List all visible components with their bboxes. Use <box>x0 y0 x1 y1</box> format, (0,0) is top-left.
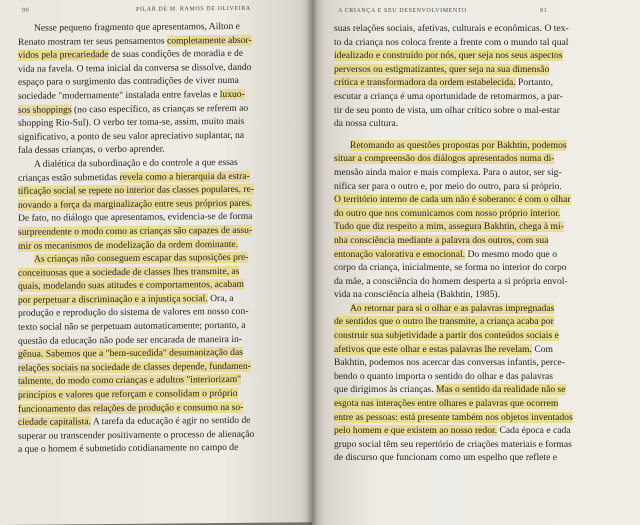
highlighter-mark: tificação social se repete no interior das classes populares, re- <box>18 183 255 197</box>
text-line <box>18 251 286 267</box>
text-line: produção e reprodução do sistema de valores em nosso con- <box>18 306 249 320</box>
left-page <box>0 0 312 525</box>
highlighter-mark: mir os mecanismos de modelização da ordem dominante. <box>18 238 239 252</box>
text-line: da nossa cultura. <box>334 118 399 130</box>
text-line <box>334 302 612 316</box>
text-line: por perpetuar a discriminação e a injustiça social. Ora, a <box>18 292 234 306</box>
highlighter-mark: revela como a hierarquia da estra- <box>119 170 250 183</box>
text-line <box>334 411 612 425</box>
highlighter-mark: ciedade capitalista. <box>18 416 91 429</box>
text-line: a que o homem é submetido cotidianamente no campo de <box>18 442 239 456</box>
highlighter-mark: por perpetuar a discriminação e a injustiça social. <box>18 293 208 306</box>
highlighter-mark: novando a força da marginalização entre seus próprios pares. <box>18 197 252 211</box>
highlighter-mark: vidos pela precariedade <box>18 49 109 62</box>
text-line: pelo homem e que existem ao nosso redor. Cada época e cada <box>334 425 571 437</box>
text-line: sociedade "modernamente" instalada entre favelas e luxuo- <box>18 88 245 102</box>
text-line: escutar a criança é uma oportunidade de retomarmos, a par- <box>334 90 563 102</box>
text-line <box>334 315 612 329</box>
text-line <box>334 63 612 77</box>
highlighter-mark: Tudo que diz respeito a mim, assegura Bakhtin, chega à mi- <box>334 221 564 233</box>
highlighter-mark: situar a compreensão dos diálogos apresentados numa di- <box>334 153 555 165</box>
text-line: shopping Rio-Sul). O verbo ter toma-se, assim, muito mais <box>18 116 245 129</box>
highlighter-mark: princípios e valores que reforçam e consolidam o próprio <box>18 387 238 401</box>
text-line: questão da educação não pode ser encarada de maneira in- <box>18 333 243 347</box>
text-line: bendo o quanto importa o sentido do olhar e das palavras <box>334 370 554 382</box>
right-page <box>312 0 640 525</box>
text-line: superar ou transcender positivamente o processo de alienação <box>18 428 255 442</box>
text-line <box>334 234 612 248</box>
text-line: Nesse pequeno fragmento que apresentamos, Ailton e <box>34 20 240 34</box>
text-line: A dialética da subordinação e do controle a que essas <box>34 156 238 170</box>
text-line: da mãe, a consciência do homem desperta a si própria envol- <box>334 275 568 287</box>
right-running-head: A CRIANÇA E SEU DESENVOLVIMENTO <box>338 8 467 14</box>
left-page-number: 90 <box>22 7 30 14</box>
highlighter-mark: gênua. Sabemos que a "bem-sucedida" desumanização das <box>18 347 243 361</box>
highlighter-mark: pelo homem e que existem ao nosso redor. <box>334 425 498 437</box>
highlighter-mark: crítica e transformadora da ordem estabelecida. <box>334 77 516 89</box>
text-line: tir de seu ponto de vista, um olhar crítico sobre o mal-estar <box>334 104 560 116</box>
highlighter-mark: Retomando as questões propostas por Bakhtin, podemos <box>350 139 567 151</box>
text-line: corpo da criança, inicialmente, se forma no interior do corpo <box>334 262 567 274</box>
highlighter-mark: luxuo- <box>219 88 245 101</box>
paragraph-gap <box>334 131 612 139</box>
text-line <box>334 207 612 221</box>
text-line: De fato, no diálogo que apresentamos, evidencia-se de forma <box>18 211 253 225</box>
highlighter-mark: entre as pessoas: está presente também nos objetos inventados <box>334 411 573 423</box>
highlighter-mark: construir sua subjetividade a partir dos conteúdos sociais e <box>334 330 559 342</box>
left-page-body <box>18 20 286 457</box>
text-line: espaço para o surgimento das contradições de viver numa <box>18 75 239 89</box>
highlighter-mark: As crianças não conseguem escapar das suposições pre- <box>34 251 249 265</box>
text-line: sos shoppings (no caso específico, as crianças se referem ao <box>18 102 249 116</box>
right-page-body <box>334 22 612 465</box>
text-line: fala dessas crianças, o verbo aprender. <box>18 143 165 157</box>
highlighter-mark: de sentidos que o outro lhe transmite, a criança acaba por <box>334 316 554 328</box>
text-line <box>334 139 612 153</box>
highlighter-mark: idealizado e construído por nós, quer seja nos seus aspectos <box>334 50 563 62</box>
text-line: vida na favela. O tema inicial da conversa se dissolve, dando <box>18 61 252 75</box>
highlighter-mark: do outro que nos comunicamos com nosso próprio interior. <box>334 207 561 219</box>
highlighter-mark: relações sociais na sociedade de classes depende, fundamen- <box>18 360 251 374</box>
text-line: entonação valorativa e emocional. Do mesmo modo que o <box>334 248 557 260</box>
text-line: suas relações sociais, afetivas, culturais e econômicas. O tex- <box>334 23 569 34</box>
highlighter-mark: conceituosas que a sociedade de classes lhes transmite, as <box>18 265 240 279</box>
text-line: de discurso que funcionam como um espelho que reflete e <box>334 452 557 464</box>
highlighter-mark: funcionamento das relações de produção e consumo na so- <box>18 401 244 415</box>
highlighter-mark: sos shoppings <box>18 103 72 116</box>
highlighter-mark: Mas o sentido da realidade não se <box>436 384 566 396</box>
highlighter-mark: afetivos que este olhar e estas palavras lhe revelam. <box>334 343 532 355</box>
highlighter-mark: Ao retornar para si o olhar e as palavras impregnadas <box>350 302 555 314</box>
highlighter-mark: esgota nas interações entre olhares e palavras que ocorrem <box>334 398 559 410</box>
text-line: significativo, a ponto de seu valor apreciativo suplantar, na <box>18 129 245 143</box>
text-line: crítica e transformadora da ordem estabelecida. Portanto, <box>334 77 553 89</box>
left-running-head: PILAR DE M. RAMOS DE OLIVEIRA <box>136 5 251 13</box>
right-page-number: 91 <box>540 8 548 14</box>
highlighter-mark: nha consciência mediante a palavra dos outros, com sua <box>334 234 549 246</box>
text-line <box>334 49 612 63</box>
highlighter-mark: O território interno de cada um não é soberano: é com o olhar <box>334 194 571 206</box>
highlighter-mark: entonação valorativa e emocional. <box>334 248 466 260</box>
text-line: vidos pela precariedade de suas condições de moradia e de <box>18 48 244 62</box>
text-line: ciedade capitalista. A tarefa da educação é agir no sentido de <box>18 415 251 429</box>
text-line: que dirigimos às crianças. Mas o sentido da realidade não se <box>334 384 566 396</box>
text-line <box>18 223 286 239</box>
text-line: nifica ser para o outro e, por meio do outro, para si próprio. <box>334 180 562 192</box>
text-line: Renato mostram ter seus pensamentos completamente absor- <box>18 34 252 48</box>
book-gutter <box>306 0 318 525</box>
text-line <box>334 397 612 411</box>
text-line: crianças estão submetidas revela como a hierarquia da estra- <box>18 170 250 184</box>
highlighter-mark: talmente, do modo como crianças e adultos "interiorizam" <box>18 374 242 388</box>
text-line <box>334 193 612 207</box>
text-line: vida na consciência alheia (Bakhtin, 1985). <box>334 289 500 301</box>
highlighter-mark: completamente absor- <box>166 34 252 47</box>
text-line: mensão ainda maior e mais complexa. Para o autor, ser sig- <box>334 166 562 178</box>
highlighter-mark: quais, modelando suas atitudes e comportamentos, acabam <box>18 279 244 293</box>
text-line: grupo social têm seu repertório de criações materiais e formas <box>334 438 572 450</box>
text-line: to da criança nos coloca frente a frente com o mundo tal qual <box>334 36 569 48</box>
text-line: texto social não se perpetuam automaticamente; portanto, a <box>18 319 246 333</box>
text-line: Bakhtin, podemos nos acercar das conversas infantis, perce- <box>334 357 565 369</box>
highlighter-mark: surpreendente o modo como as crianças são capazes de assu- <box>18 224 253 238</box>
highlighter-mark: perversos ou estigmatizantes, quer seja na sua dimensão <box>334 63 550 75</box>
text-line: afetivos que este olhar e estas palavras lhe revelam. Com <box>334 343 553 355</box>
text-line <box>334 152 612 166</box>
text-line <box>334 329 612 343</box>
text-line <box>334 220 612 234</box>
